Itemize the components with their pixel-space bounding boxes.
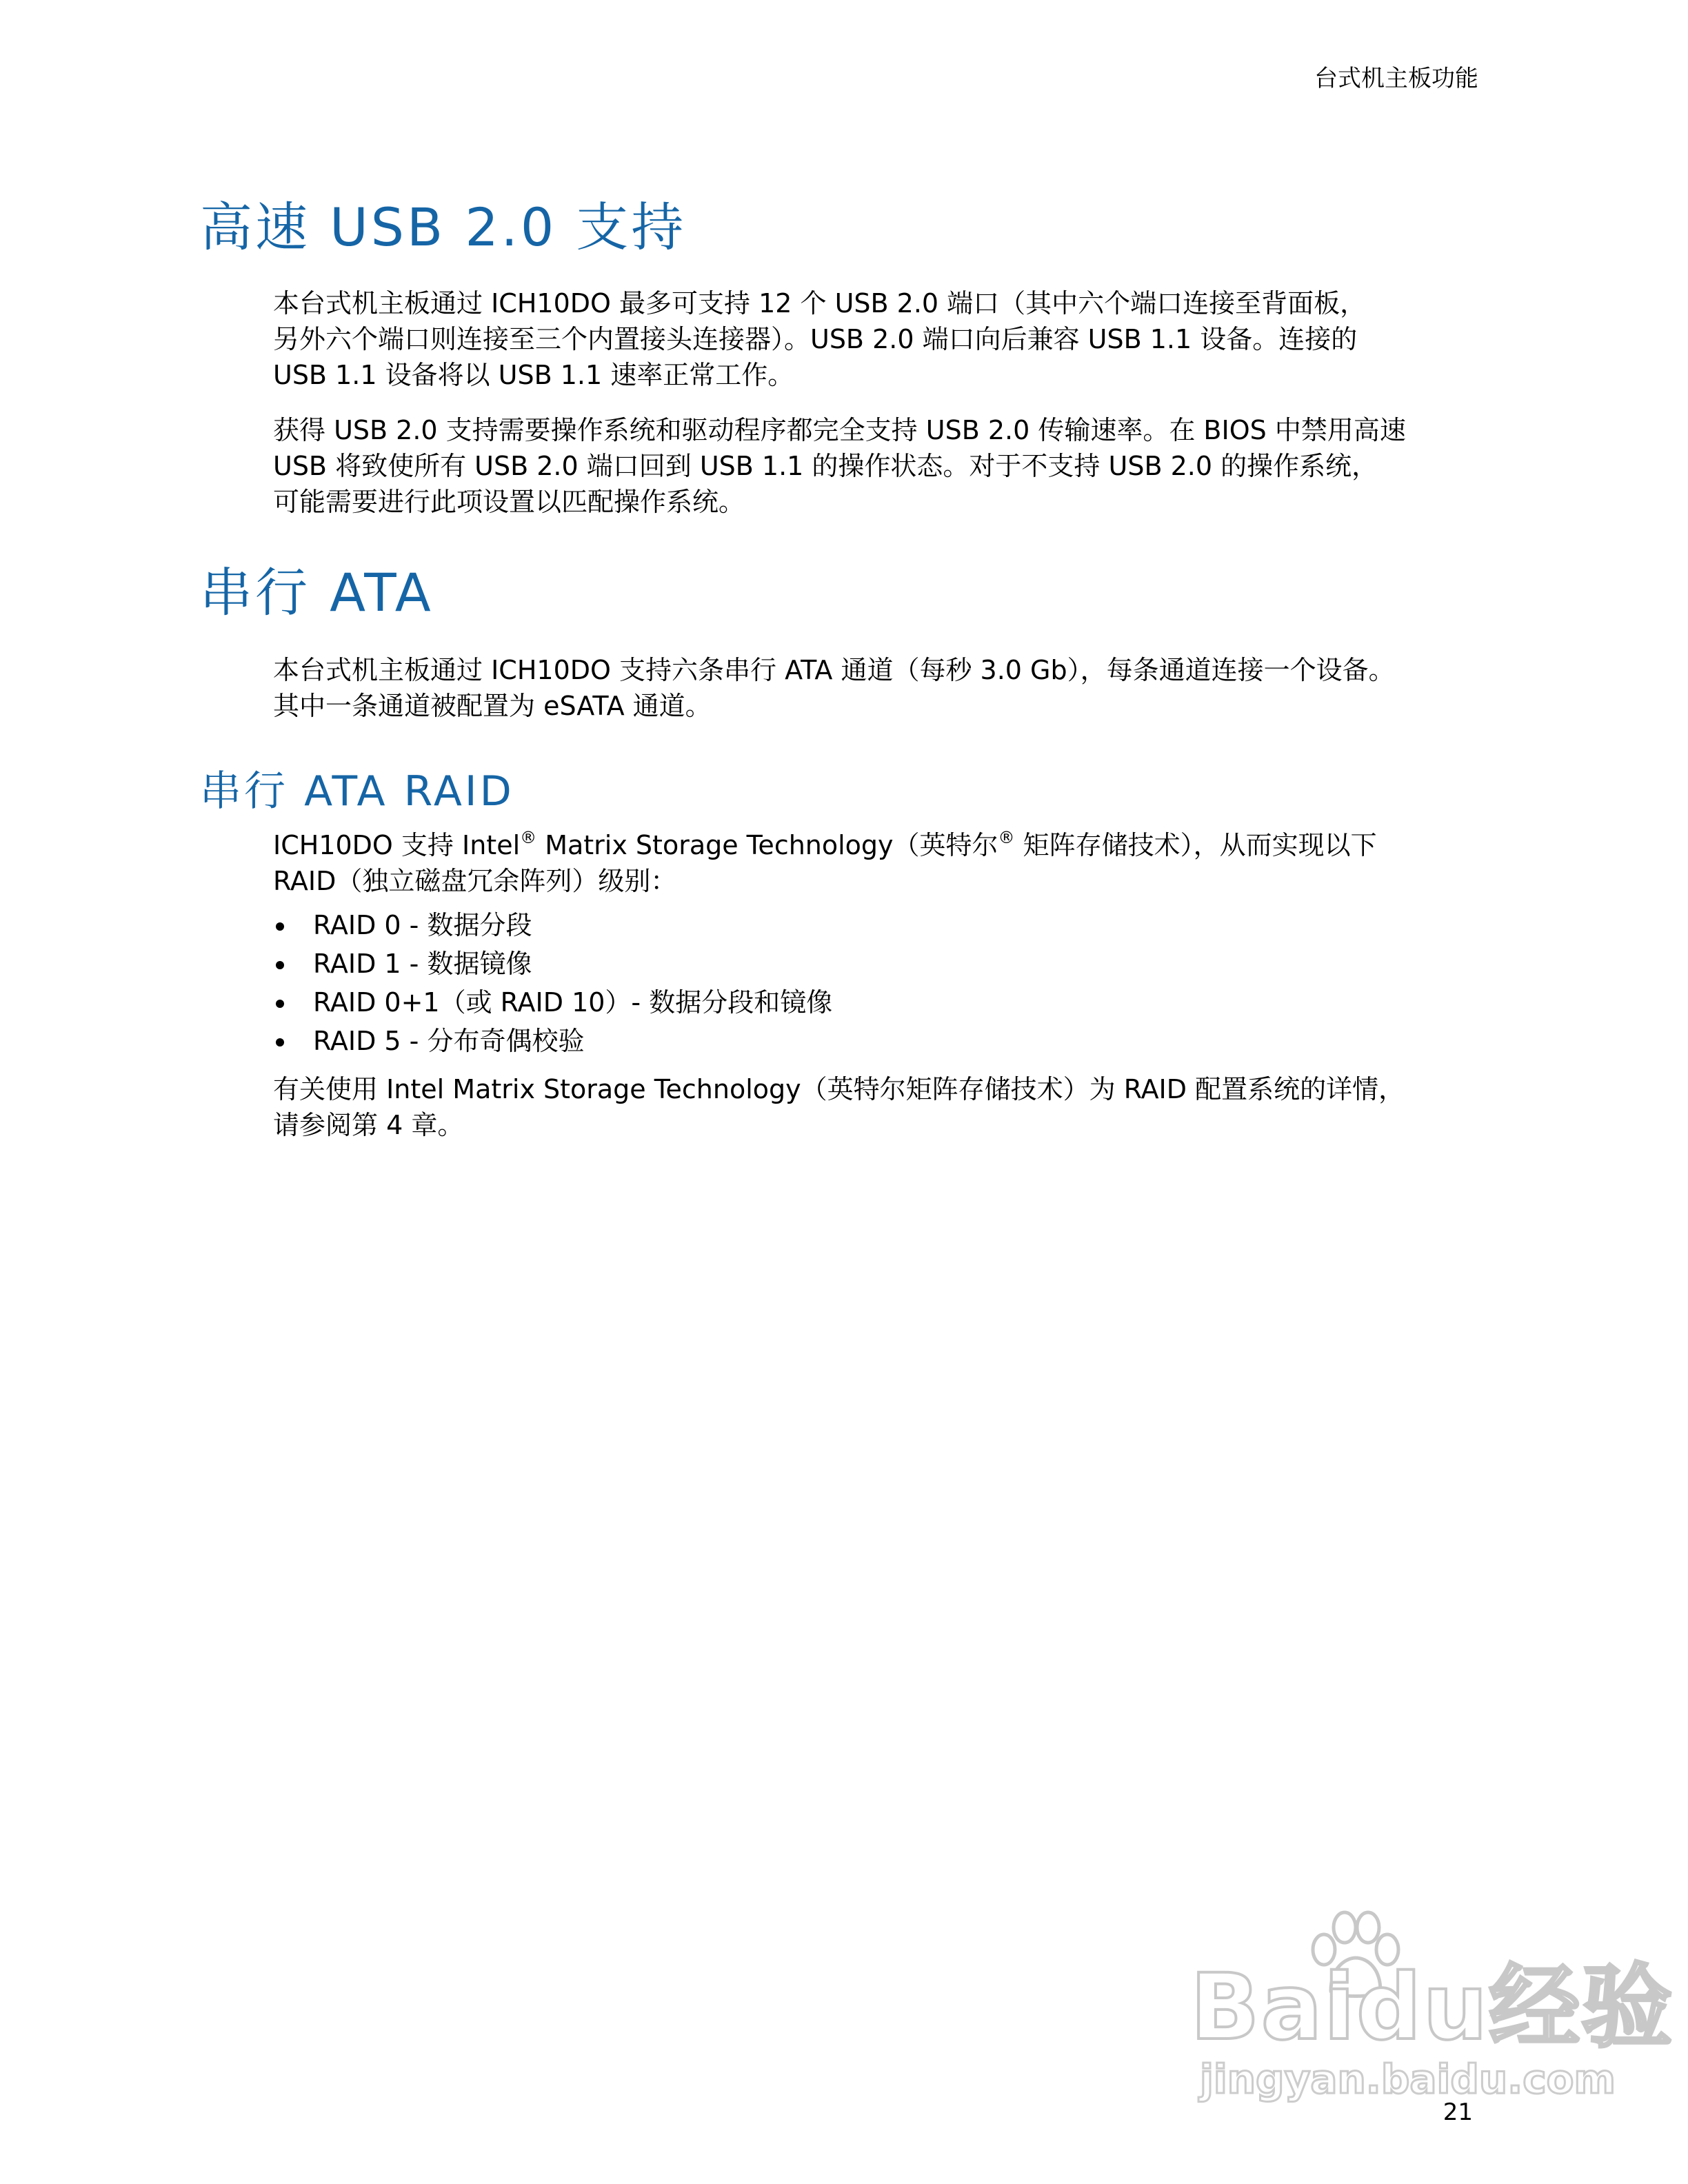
sata-paragraph bbox=[273, 652, 1500, 724]
text-line bbox=[273, 827, 1500, 863]
watermark-url: jingyan.baidu.com bbox=[1200, 2056, 1616, 2103]
running-header: 台式机主板功能 bbox=[1314, 65, 1478, 92]
raid-intro-part-b: Matrix Storage Technology（英特尔 bbox=[536, 830, 998, 860]
bullet-icon bbox=[276, 1038, 284, 1046]
list-item-text: RAID 0+1（或 RAID 10）- 数据分段和镜像 bbox=[313, 987, 833, 1018]
list-item-text: RAID 5 - 分布奇偶校验 bbox=[313, 1026, 585, 1056]
raid-intro-paragraph bbox=[273, 827, 1500, 899]
text-line: 本台式机主板通过 ICH10DO 支持六条串行 ATA 通道（每秒 3.0 Gb），每条通道连接一个设备。 bbox=[273, 655, 1395, 685]
text-line: 本台式机主板通过 ICH10DO 最多可支持 12 个 USB 2.0 端口（其中六个端口连接至背面板， bbox=[273, 288, 1367, 318]
registered-mark: ® bbox=[998, 828, 1015, 847]
baidu-watermark bbox=[1186, 1910, 1674, 2103]
usb-section-heading: 高速 USB 2.0 支持 bbox=[200, 196, 687, 258]
raid-levels-list bbox=[273, 906, 832, 1060]
usb-paragraph-1 bbox=[273, 285, 1500, 393]
text-line: 有关使用 Intel Matrix Storage Technology（英特尔矩阵存储技术）为 RAID 配置系统的详情， bbox=[273, 1074, 1405, 1104]
text-line: 可能需要进行此项设置以匹配操作系统。 bbox=[273, 487, 745, 517]
page-number: 21 bbox=[1443, 2099, 1473, 2126]
bullet-icon bbox=[276, 922, 284, 931]
bullet-icon bbox=[276, 961, 284, 969]
list-item bbox=[273, 944, 832, 983]
text-line: 其中一条通道被配置为 eSATA 通道。 bbox=[273, 691, 712, 721]
text-line: USB 将致使所有 USB 2.0 端口回到 USB 1.1 的操作状态。对于不支持 USB 2.0 的操作系统， bbox=[273, 451, 1378, 481]
text-line: 另外六个端口则连接至三个内置接头连接器）。USB 2.0 端口向后兼容 USB 1.1 设备。连接的 bbox=[273, 324, 1358, 354]
raid-closing-paragraph bbox=[273, 1071, 1500, 1143]
list-item-text: RAID 1 - 数据镜像 bbox=[313, 949, 532, 979]
list-item bbox=[273, 906, 832, 944]
raid-intro-part-c: 矩阵存储技术），从而实现以下 bbox=[1014, 830, 1377, 860]
text-line: 请参阅第 4 章。 bbox=[273, 1110, 464, 1140]
list-item-text: RAID 0 - 数据分段 bbox=[313, 910, 532, 940]
text-line: USB 1.1 设备将以 USB 1.1 速率正常工作。 bbox=[273, 360, 794, 390]
watermark-brand: Baidu经验 bbox=[1190, 1954, 1674, 2061]
list-item bbox=[273, 1022, 832, 1060]
bullet-icon bbox=[276, 1000, 284, 1008]
text-line: RAID（独立磁盘冗余阵列）级别： bbox=[273, 866, 677, 896]
list-item bbox=[273, 983, 832, 1022]
text-line: 获得 USB 2.0 支持需要操作系统和驱动程序都完全支持 USB 2.0 传输速率。在 BIOS 中禁用高速 bbox=[273, 415, 1406, 445]
registered-mark: ® bbox=[520, 828, 537, 847]
raid-section-heading: 串行 ATA RAID bbox=[200, 767, 514, 816]
usb-paragraph-2 bbox=[273, 412, 1500, 520]
sata-section-heading: 串行 ATA bbox=[200, 562, 434, 623]
raid-intro-part-a: ICH10DO 支持 Intel bbox=[273, 830, 521, 860]
